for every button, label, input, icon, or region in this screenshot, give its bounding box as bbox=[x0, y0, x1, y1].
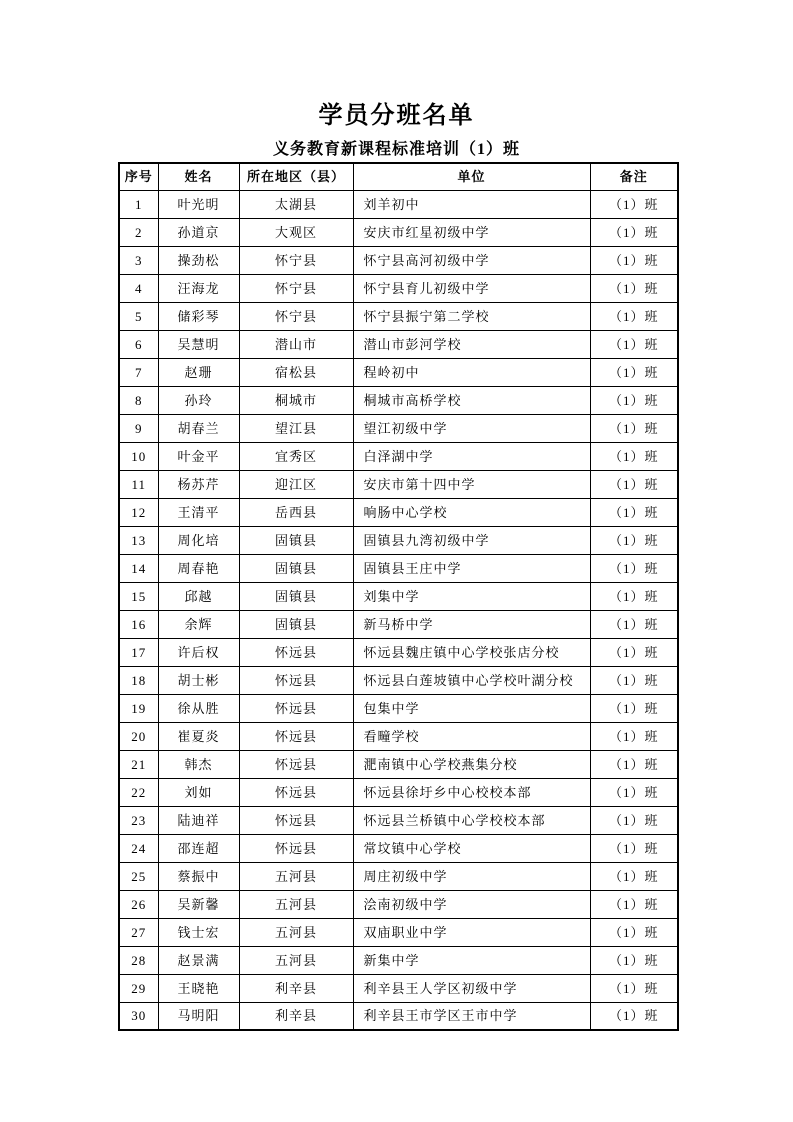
cell-no: 3 bbox=[119, 246, 158, 274]
cell-unit: 怀远县魏庄镇中心学校张店分校 bbox=[353, 638, 590, 666]
cell-region: 大观区 bbox=[239, 218, 353, 246]
table-row bbox=[119, 498, 678, 526]
cell-unit: 看疃学校 bbox=[353, 722, 590, 750]
page-subtitle: 义务教育新课程标准培训（1）班 bbox=[272, 141, 520, 158]
cell-unit: 怀远县兰桥镇中心学校校本部 bbox=[353, 806, 590, 834]
cell-no: 22 bbox=[119, 778, 158, 806]
cell-no: 30 bbox=[119, 1002, 158, 1030]
cell-name: 吴新馨 bbox=[158, 890, 239, 918]
table-row bbox=[119, 330, 678, 358]
cell-remark: （1）班 bbox=[590, 610, 678, 638]
cell-unit: 安庆市红星初级中学 bbox=[353, 218, 590, 246]
cell-name: 邵连超 bbox=[158, 834, 239, 862]
cell-no: 10 bbox=[119, 442, 158, 470]
cell-unit: 浍南初级中学 bbox=[353, 890, 590, 918]
cell-region: 五河县 bbox=[239, 946, 353, 974]
cell-unit: 潜山市彭河学校 bbox=[353, 330, 590, 358]
cell-region: 利辛县 bbox=[239, 974, 353, 1002]
table-row bbox=[119, 974, 678, 1002]
cell-remark: （1）班 bbox=[590, 246, 678, 274]
cell-region: 怀远县 bbox=[239, 806, 353, 834]
cell-name: 马明阳 bbox=[158, 1002, 239, 1030]
cell-region: 五河县 bbox=[239, 862, 353, 890]
cell-no: 8 bbox=[119, 386, 158, 414]
cell-remark: （1）班 bbox=[590, 498, 678, 526]
cell-region: 固镇县 bbox=[239, 526, 353, 554]
cell-unit: 响肠中心学校 bbox=[353, 498, 590, 526]
table-row bbox=[119, 442, 678, 470]
cell-region: 桐城市 bbox=[239, 386, 353, 414]
cell-remark: （1）班 bbox=[590, 834, 678, 862]
cell-unit: 淝南镇中心学校燕集分校 bbox=[353, 750, 590, 778]
cell-remark: （1）班 bbox=[590, 190, 678, 218]
cell-region: 固镇县 bbox=[239, 582, 353, 610]
cell-name: 周春艳 bbox=[158, 554, 239, 582]
cell-no: 21 bbox=[119, 750, 158, 778]
cell-name: 韩杰 bbox=[158, 750, 239, 778]
page-title: 学员分班名单 bbox=[318, 103, 475, 129]
table-row bbox=[119, 582, 678, 610]
cell-remark: （1）班 bbox=[590, 414, 678, 442]
cell-name: 余辉 bbox=[158, 610, 239, 638]
cell-no: 5 bbox=[119, 302, 158, 330]
cell-remark: （1）班 bbox=[590, 470, 678, 498]
cell-name: 崔夏炎 bbox=[158, 722, 239, 750]
cell-remark: （1）班 bbox=[590, 330, 678, 358]
cell-name: 许后权 bbox=[158, 638, 239, 666]
table-row bbox=[119, 190, 678, 218]
cell-unit: 安庆市第十四中学 bbox=[353, 470, 590, 498]
cell-region: 怀远县 bbox=[239, 638, 353, 666]
cell-unit: 怀远县徐圩乡中心校校本部 bbox=[353, 778, 590, 806]
cell-region: 迎江区 bbox=[239, 470, 353, 498]
cell-region: 望江县 bbox=[239, 414, 353, 442]
cell-region: 五河县 bbox=[239, 890, 353, 918]
cell-unit: 程岭初中 bbox=[353, 358, 590, 386]
cell-name: 胡士彬 bbox=[158, 666, 239, 694]
cell-region: 怀远县 bbox=[239, 778, 353, 806]
cell-unit: 刘集中学 bbox=[353, 582, 590, 610]
cell-no: 18 bbox=[119, 666, 158, 694]
table-row bbox=[119, 386, 678, 414]
cell-no: 25 bbox=[119, 862, 158, 890]
cell-no: 24 bbox=[119, 834, 158, 862]
table-row bbox=[119, 918, 678, 946]
cell-no: 13 bbox=[119, 526, 158, 554]
cell-name: 周化培 bbox=[158, 526, 239, 554]
table-row bbox=[119, 302, 678, 330]
cell-region: 固镇县 bbox=[239, 554, 353, 582]
cell-name: 储彩琴 bbox=[158, 302, 239, 330]
table-row bbox=[119, 946, 678, 974]
cell-no: 15 bbox=[119, 582, 158, 610]
table-row bbox=[119, 638, 678, 666]
cell-region: 宜秀区 bbox=[239, 442, 353, 470]
cell-region: 怀远县 bbox=[239, 750, 353, 778]
cell-unit: 双庙职业中学 bbox=[353, 918, 590, 946]
cell-remark: （1）班 bbox=[590, 666, 678, 694]
cell-no: 9 bbox=[119, 414, 158, 442]
table-row bbox=[119, 722, 678, 750]
table-row bbox=[119, 834, 678, 862]
cell-no: 2 bbox=[119, 218, 158, 246]
cell-no: 27 bbox=[119, 918, 158, 946]
cell-remark: （1）班 bbox=[590, 218, 678, 246]
table-row bbox=[119, 218, 678, 246]
table-row bbox=[119, 470, 678, 498]
cell-name: 邱越 bbox=[158, 582, 239, 610]
cell-remark: （1）班 bbox=[590, 918, 678, 946]
cell-unit: 周庄初级中学 bbox=[353, 862, 590, 890]
table-row bbox=[119, 666, 678, 694]
cell-name: 杨苏芹 bbox=[158, 470, 239, 498]
cell-remark: （1）班 bbox=[590, 694, 678, 722]
cell-remark: （1）班 bbox=[590, 554, 678, 582]
cell-region: 怀远县 bbox=[239, 722, 353, 750]
cell-remark: （1）班 bbox=[590, 806, 678, 834]
column-header-region: 所在地区（县） bbox=[239, 163, 353, 190]
cell-name: 孙道京 bbox=[158, 218, 239, 246]
cell-remark: （1）班 bbox=[590, 302, 678, 330]
cell-remark: （1）班 bbox=[590, 638, 678, 666]
table-row bbox=[119, 358, 678, 386]
cell-no: 11 bbox=[119, 470, 158, 498]
cell-unit: 怀远县白莲坡镇中心学校叶湖分校 bbox=[353, 666, 590, 694]
column-header-remark: 备注 bbox=[590, 163, 678, 190]
cell-unit: 包集中学 bbox=[353, 694, 590, 722]
table-row bbox=[119, 554, 678, 582]
cell-region: 怀远县 bbox=[239, 694, 353, 722]
cell-name: 汪海龙 bbox=[158, 274, 239, 302]
table-row bbox=[119, 890, 678, 918]
cell-no: 12 bbox=[119, 498, 158, 526]
cell-unit: 固镇县九湾初级中学 bbox=[353, 526, 590, 554]
cell-no: 7 bbox=[119, 358, 158, 386]
cell-remark: （1）班 bbox=[590, 1002, 678, 1030]
cell-no: 14 bbox=[119, 554, 158, 582]
cell-name: 刘如 bbox=[158, 778, 239, 806]
cell-no: 20 bbox=[119, 722, 158, 750]
cell-name: 钱士宏 bbox=[158, 918, 239, 946]
cell-no: 26 bbox=[119, 890, 158, 918]
table-row bbox=[119, 414, 678, 442]
cell-remark: （1）班 bbox=[590, 526, 678, 554]
column-header-no: 序号 bbox=[119, 163, 158, 190]
cell-unit: 利辛县王市学区王市中学 bbox=[353, 1002, 590, 1030]
cell-name: 操劲松 bbox=[158, 246, 239, 274]
cell-unit: 怀宁县育儿初级中学 bbox=[353, 274, 590, 302]
cell-name: 孙玲 bbox=[158, 386, 239, 414]
cell-region: 岳西县 bbox=[239, 498, 353, 526]
cell-name: 吴慧明 bbox=[158, 330, 239, 358]
cell-remark: （1）班 bbox=[590, 274, 678, 302]
cell-region: 怀远县 bbox=[239, 834, 353, 862]
cell-region: 太湖县 bbox=[239, 190, 353, 218]
cell-region: 宿松县 bbox=[239, 358, 353, 386]
table-row bbox=[119, 862, 678, 890]
cell-no: 6 bbox=[119, 330, 158, 358]
cell-remark: （1）班 bbox=[590, 778, 678, 806]
cell-name: 陆迪祥 bbox=[158, 806, 239, 834]
table-row bbox=[119, 750, 678, 778]
cell-name: 胡春兰 bbox=[158, 414, 239, 442]
table-row bbox=[119, 1002, 678, 1030]
column-header-unit: 单位 bbox=[353, 163, 590, 190]
cell-region: 利辛县 bbox=[239, 1002, 353, 1030]
cell-no: 4 bbox=[119, 274, 158, 302]
cell-remark: （1）班 bbox=[590, 386, 678, 414]
cell-region: 固镇县 bbox=[239, 610, 353, 638]
table-header-row bbox=[119, 163, 678, 190]
table-row bbox=[119, 694, 678, 722]
roster-table-body bbox=[119, 190, 678, 1030]
cell-no: 28 bbox=[119, 946, 158, 974]
cell-remark: （1）班 bbox=[590, 946, 678, 974]
cell-unit: 利辛县王人学区初级中学 bbox=[353, 974, 590, 1002]
cell-name: 叶光明 bbox=[158, 190, 239, 218]
cell-unit: 桐城市高桥学校 bbox=[353, 386, 590, 414]
cell-region: 怀宁县 bbox=[239, 274, 353, 302]
cell-name: 徐从胜 bbox=[158, 694, 239, 722]
cell-region: 五河县 bbox=[239, 918, 353, 946]
cell-remark: （1）班 bbox=[590, 722, 678, 750]
cell-unit: 固镇县王庄中学 bbox=[353, 554, 590, 582]
cell-unit: 怀宁县高河初级中学 bbox=[353, 246, 590, 274]
cell-no: 1 bbox=[119, 190, 158, 218]
cell-unit: 白泽湖中学 bbox=[353, 442, 590, 470]
cell-no: 19 bbox=[119, 694, 158, 722]
cell-remark: （1）班 bbox=[590, 582, 678, 610]
column-header-name: 姓名 bbox=[158, 163, 239, 190]
cell-remark: （1）班 bbox=[590, 862, 678, 890]
cell-remark: （1）班 bbox=[590, 358, 678, 386]
cell-remark: （1）班 bbox=[590, 750, 678, 778]
table-row bbox=[119, 806, 678, 834]
cell-region: 怀远县 bbox=[239, 666, 353, 694]
cell-unit: 常坟镇中心学校 bbox=[353, 834, 590, 862]
cell-name: 王清平 bbox=[158, 498, 239, 526]
cell-no: 16 bbox=[119, 610, 158, 638]
table-row bbox=[119, 610, 678, 638]
table-row bbox=[119, 526, 678, 554]
cell-remark: （1）班 bbox=[590, 442, 678, 470]
cell-name: 赵景满 bbox=[158, 946, 239, 974]
cell-name: 赵珊 bbox=[158, 358, 239, 386]
cell-remark: （1）班 bbox=[590, 890, 678, 918]
cell-region: 潜山市 bbox=[239, 330, 353, 358]
cell-name: 蔡振中 bbox=[158, 862, 239, 890]
cell-unit: 新集中学 bbox=[353, 946, 590, 974]
cell-no: 23 bbox=[119, 806, 158, 834]
cell-unit: 新马桥中学 bbox=[353, 610, 590, 638]
cell-region: 怀宁县 bbox=[239, 302, 353, 330]
cell-no: 29 bbox=[119, 974, 158, 1002]
cell-name: 王晓艳 bbox=[158, 974, 239, 1002]
cell-remark: （1）班 bbox=[590, 974, 678, 1002]
cell-region: 怀宁县 bbox=[239, 246, 353, 274]
table-row bbox=[119, 246, 678, 274]
table-row bbox=[119, 274, 678, 302]
roster-table bbox=[118, 162, 679, 1031]
table-row bbox=[119, 778, 678, 806]
cell-unit: 怀宁县振宁第二学校 bbox=[353, 302, 590, 330]
cell-name: 叶金平 bbox=[158, 442, 239, 470]
cell-unit: 望江初级中学 bbox=[353, 414, 590, 442]
roster-table-head bbox=[119, 163, 678, 190]
cell-unit: 刘羊初中 bbox=[353, 190, 590, 218]
cell-no: 17 bbox=[119, 638, 158, 666]
